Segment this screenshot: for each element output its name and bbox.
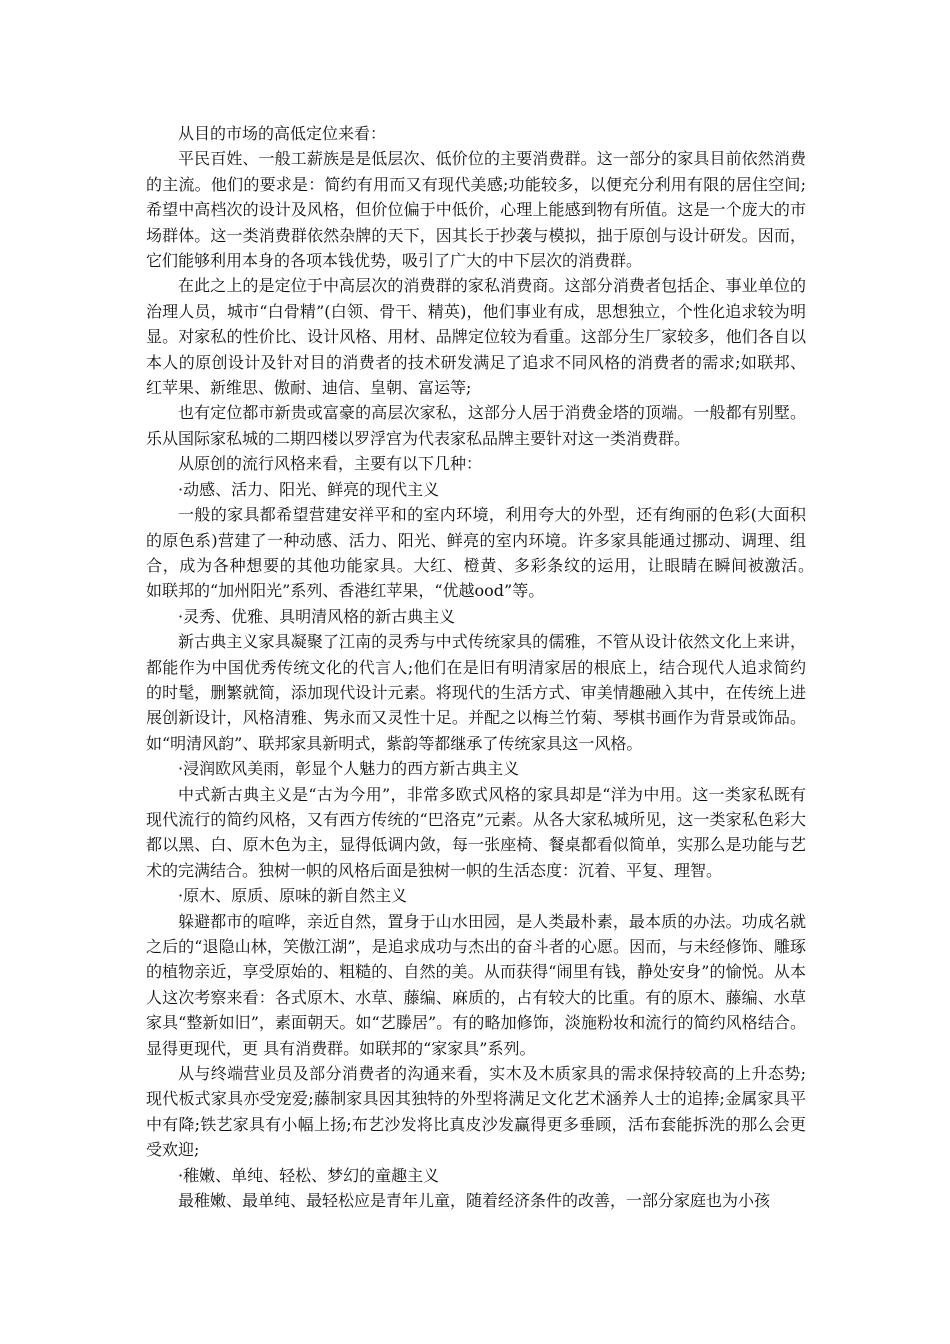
paragraph-high-tier-consumers: 也有定位都市新贵或富豪的高层次家私，这部分人居于消费金塔的顶端。一般都有别墅。乐从国际家私城的二期四楼以罗浮宫为代表家私品牌主要针对这一类消费群。 (146, 403, 806, 448)
paragraph-market-positioning-intro: 从目的市场的高低定位来看： (178, 124, 387, 143)
paragraph-childlike-style: 最稚嫩、最单纯、最轻松应是青年儿童，随着经济条件的改善，一部分家庭也为小孩 (178, 1191, 771, 1211)
document-body (146, 121, 823, 1213)
paragraph-mid-high-tier-consumers: 在此之上的是定位于中高层次的消费群的家私消费商。这部分消费者包括企、事业单位的治理人员，城市“白骨精”(白领、骨干、精英)，他们事业有成，思想独立，个性化追求较为明显。对家私的性价比、设计风格、用材、品牌定位较为看重。这部分生厂家较多，他们各自以本人的原创设计及针对目的消费者的技术研发满足了追求不同风格的消费者的需求;如联邦、红苹果、新维思、傲耐、迪信、皇朝、富运等; (146, 276, 806, 398)
paragraph-western-neoclassicism: 中式新古典主义是“古为今用”，非常多欧式风格的家具却是“洋为中用。这一类家私既有现代流行的简约风格，又有西方传统的“巴洛克”元素。从各大家私城所见，这一类家私色彩大都以黑、白、原木色为主，显得低调内敛，每一张座椅、餐桌都看似简单，实那么是功能与艺术的完满结合。独树一帜的风格后面是独树一帜的生活态度：沉着、平复、理智。 (146, 784, 806, 880)
heading-chinese-neoclassicism: ·灵秀、优雅、具明清风格的新古典主义 (178, 606, 456, 626)
paragraph-modernism: 一般的家具都希望营建安祥平和的室内环境，利用夸大的外型，还有绚丽的色彩(大面积的原色系)营建了一种动感、活力、阳光、鲜亮的室内环境。许多家具能通过挪动、调理、组合，成为各种想要的其他功能家具。大红、橙黄、多彩条纹的运用，让眼睛在瞬间被激活。 如联邦的“加州阳光”系列、香港红苹果，“优越ood”等。 (146, 505, 823, 601)
heading-childlike-style: ·稚嫩、单纯、轻松、梦幻的童趣主义 (178, 1165, 440, 1185)
heading-new-naturalism: ·原木、原质、原味的新自然主义 (178, 886, 408, 906)
paragraph-style-intro: 从原创的流行风格来看，主要有以下几种： (178, 454, 483, 474)
paragraph-chinese-neoclassicism: 新古典主义家具凝聚了江南的灵秀与中式传统家具的儒雅，不管从设计依然文化上来讲，都能作为中国优秀传统文化的代言人;他们在是旧有明清家居的根底上，结合现代人追求简约的时髦，删繁就简，添加现代设计元素。将现代的生活方式、审美情趣融入其中，在传统上进展创新设计，风格清雅、隽永而又灵性十足。并配之以梅兰竹菊、琴棋书画作为背景或饰品。如“明清风韵”、联邦家具新明式，紫韵等都继承了传统家具这一风格。 (146, 632, 806, 753)
paragraph-new-naturalism: 躲避都市的喧哗，亲近自然，置身于山水田园，是人类最朴素，最本质的办法。功成名就之后的“退隐山林，笑傲江湖”，是追求成功与杰出的奋斗者的心愿。因而，与未经修饰、雕琢的植物亲近，享受原始的、粗糙的、自然的美。从而获得“闹里有钱，静处安身”的愉悦。从本人这次考察来看：各式原木、水草、藤编、麻质的，占有较大的比重。有的原木、藤编、水草家具“整新如旧”，素面朝天。如“艺滕居”。有的略加修饰，淡施粉妆和流行的简约风格结合。显得更现代，更 具有消费群。如联邦的“家家具”系列。 (146, 911, 806, 1058)
heading-modernism: ·动感、活力、阳光、鲜亮的现代主义 (178, 479, 440, 499)
heading-western-neoclassicism: ·浸润欧风美雨，彰显个人魅力的西方新古典主义 (178, 759, 520, 779)
paragraph-low-tier-consumers: 平民百姓、一般工薪族是是低层次、低价位的主要消费群。这一部分的家具目前依然消费的主流。他们的要求是：简约有用而又有现代美感;功能较多，以便充分利用有限的居住空间;希望中高档次的设计及风格，但价位偏于中低价，心理上能感到物有所值。这是一个庞大的市场群体。这一类消费群依然杂牌的天下，因其长于抄袭与模拟，拙于原创与设计研发。因而，它们能够利用本身的各项本钱优势，吸引了广大的中下层次的消费群。 (146, 149, 806, 271)
paragraph-demand-trends: 从与终端营业员及部分消费者的沟通来看，实木及木质家具的需求保持较高的上升态势;现代板式家具亦受宠爱;藤制家具因其独特的外型将满足文化艺术涵养人士的追捧;金属家具平中有降;铁艺家具有小幅上扬;布艺沙发将比真皮沙发赢得更多垂顾，活布套能拆洗的那么会更受欢迎; (146, 1064, 806, 1160)
